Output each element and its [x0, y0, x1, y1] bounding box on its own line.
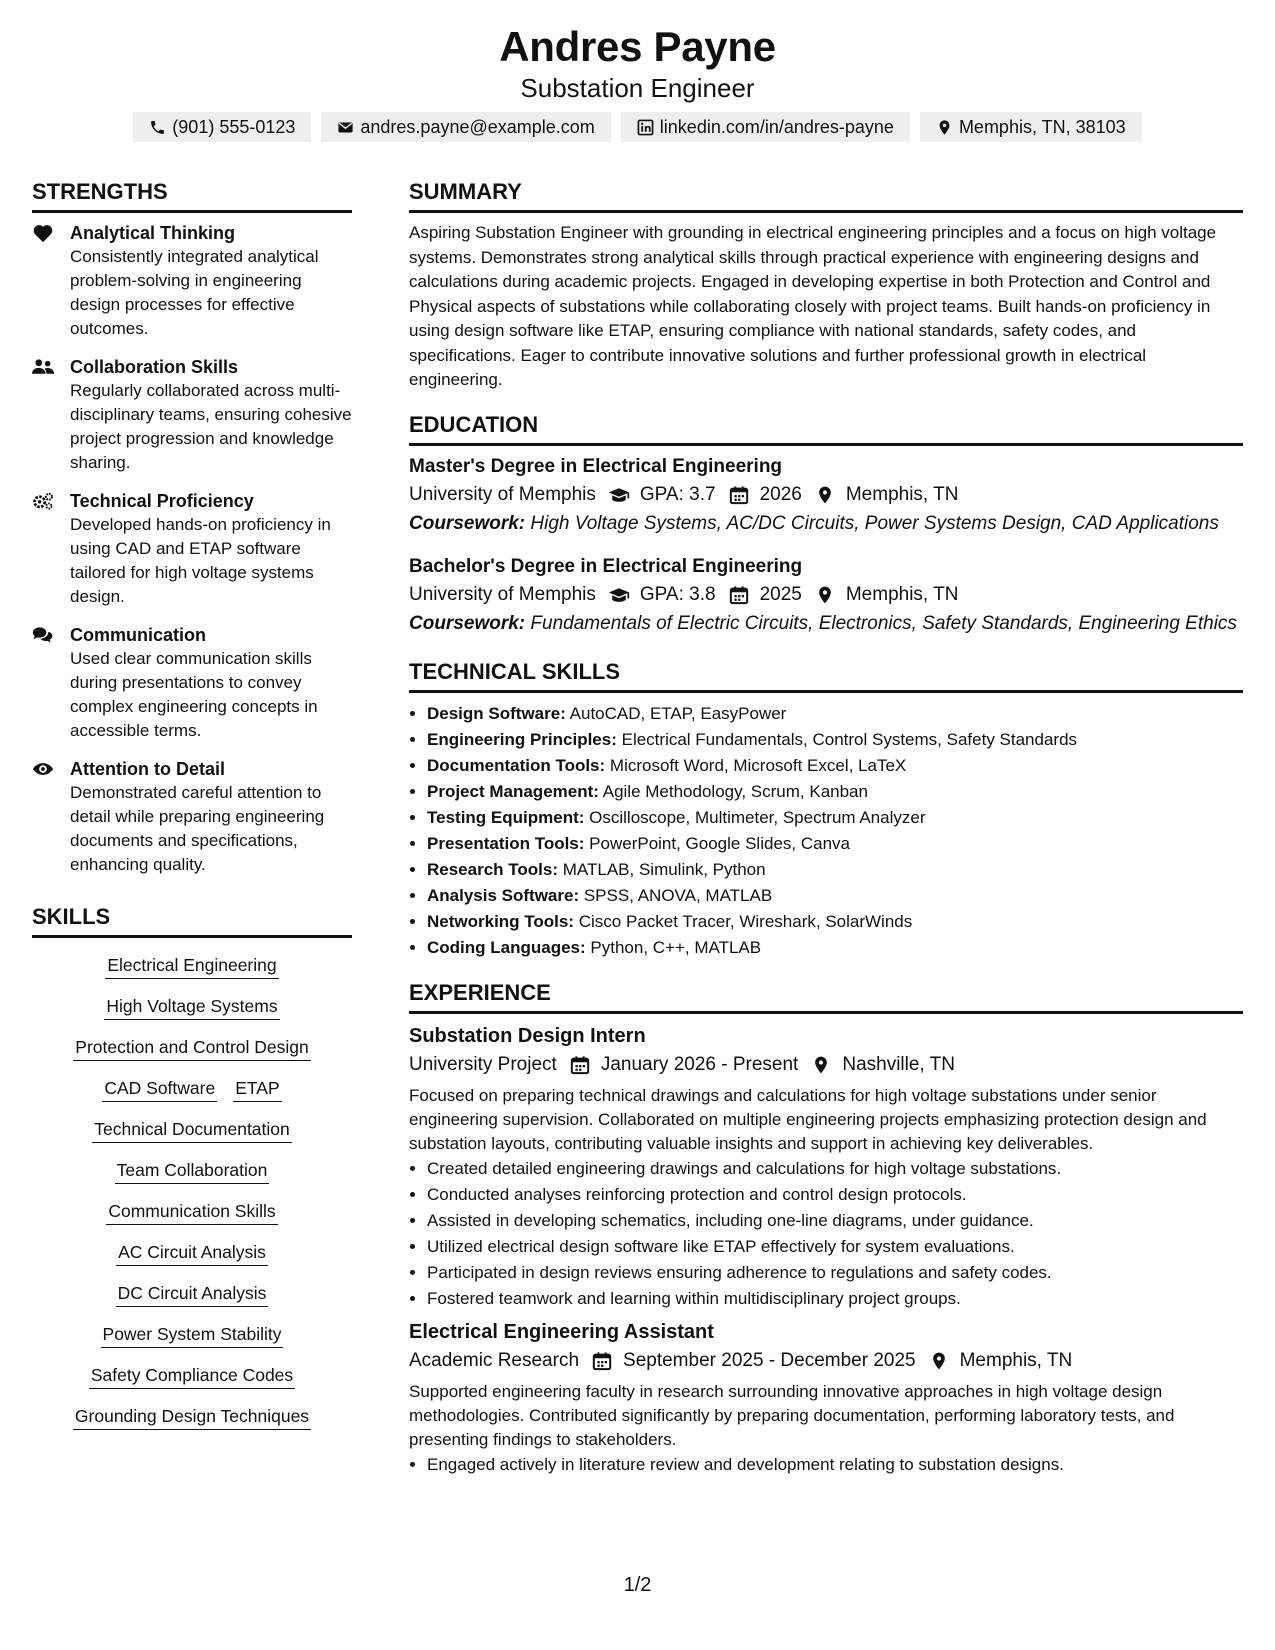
tech-skill-item: [427, 727, 1243, 753]
summary-text: Aspiring Substation Engineer with grounding in electrical engineering principles and a focus on high voltage systems. Demonstrates strong analytical skills through practical experience with engineering designs and calculations during academic projects. Engaged in developing expertise in both Protection and Control and Physical aspects of substations while collaborating closely with project teams. Built hands-on proficiency in using design software like ETAP, ensuring compliance with national standards, safety codes, and specifications. Eager to contribute innovative solutions and further professional growth in electrical engineering.: [409, 223, 1217, 389]
degree-title: Master's Degree in Electrical Engineering: [409, 455, 783, 477]
skill-tag: Technical Documentation: [92, 1117, 292, 1143]
tech-skill-value: SPSS, ANOVA, MATLAB: [583, 885, 773, 905]
tech-skill-value: Python, C++, MATLAB: [590, 937, 762, 957]
strength-title: Technical Proficiency: [70, 491, 254, 511]
candidate-title: Substation Engineer: [520, 73, 755, 103]
skills-list: [32, 946, 352, 1438]
contact-email[interactable]: [321, 112, 610, 142]
job-bullets: [409, 1156, 1243, 1312]
job-bullets: [409, 1452, 1243, 1478]
strength-title: Analytical Thinking: [70, 223, 236, 243]
calendar-icon: [728, 485, 750, 505]
strength-desc: Demonstrated careful attention to detail while preparing engineering documents and specifications, enhancing quality.: [70, 783, 325, 874]
degree-title: Bachelor's Degree in Electrical Engineering: [409, 555, 803, 577]
degree-gpa: GPA: 3.7: [639, 483, 716, 505]
degree-school: University of Memphis: [409, 483, 596, 505]
resume-header: [0, 0, 1275, 142]
tech-skill-value: MATLAB, Simulink, Python: [562, 859, 766, 879]
tech-skill-item: [427, 779, 1243, 805]
job-dates: January 2026 - Present: [600, 1053, 799, 1075]
technical-skills-list: [409, 701, 1243, 961]
job-entry: [409, 1318, 1243, 1478]
skill-tag: ETAP: [233, 1076, 281, 1102]
tech-skill-value: PowerPoint, Google Slides, Canva: [589, 833, 850, 853]
tech-skill-label: Analysis Software:: [427, 885, 580, 905]
tech-skill-item: [427, 753, 1243, 779]
degree-school: University of Memphis: [409, 583, 596, 605]
job-location: Memphis, TN: [959, 1349, 1073, 1371]
degree-year: 2025: [759, 583, 802, 605]
tech-skill-label: Networking Tools:: [427, 911, 575, 931]
contact-location-text: Memphis, TN, 38103: [958, 117, 1126, 137]
degree-meta: [409, 480, 1243, 510]
strength-title: Attention to Detail: [70, 759, 225, 779]
contact-phone: [133, 112, 311, 142]
envelope-icon: [337, 119, 354, 136]
skill-tag: Communication Skills: [106, 1199, 277, 1225]
job-dates: September 2025 - December 2025: [623, 1349, 916, 1371]
job-bullet: • Assisted in developing schematics, including one-line diagrams, under guidance.: [427, 1208, 1243, 1234]
heart-icon: [32, 223, 54, 243]
strength-item: [32, 757, 352, 877]
coursework-list: Fundamentals of Electric Circuits, Electronics, Safety Standards, Engineering Ethics: [530, 612, 1237, 634]
linkedin-icon: [637, 119, 654, 136]
tech-skill-value: AutoCAD, ETAP, EasyPower: [569, 703, 787, 723]
coursework-label: Coursework:: [409, 612, 526, 634]
contact-linkedin[interactable]: [621, 112, 910, 142]
degree-entry: [409, 554, 1243, 636]
map-pin-icon: [810, 1055, 832, 1075]
map-pin-icon: [928, 1351, 950, 1371]
tech-skill-value: Cisco Packet Tracer, Wireshark, SolarWinds: [578, 911, 913, 931]
contact-linkedin-text: linkedin.com/in/andres-payne: [659, 117, 894, 137]
tech-skill-label: Testing Equipment:: [427, 807, 585, 827]
map-pin-icon: [814, 485, 836, 505]
tech-skill-item: [427, 805, 1243, 831]
tech-skill-label: Research Tools:: [427, 859, 559, 879]
job-description: Supported engineering faculty in research surrounding innovative approaches in high voltage design methodologies. Contributed significantly by preparing documentation, performing laboratory tests, and presenting findings to stakeholders.: [409, 1381, 1175, 1449]
comments-icon: [32, 625, 54, 645]
coursework-list: High Voltage Systems, AC/DC Circuits, Power Systems Design, CAD Applications: [530, 512, 1219, 534]
job-location: Nashville, TN: [842, 1053, 955, 1075]
skills-heading: SKILLS: [32, 903, 352, 938]
job-title: Electrical Engineering Assistant: [409, 1320, 714, 1343]
skill-tag: Electrical Engineering: [105, 953, 278, 979]
strength-title: Collaboration Skills: [70, 357, 239, 377]
degree-location: Memphis, TN: [845, 483, 959, 505]
strength-desc: Developed hands-on proficiency in using CAD and ETAP software tailored for high voltage systems design.: [70, 515, 331, 606]
tech-skill-item: [427, 935, 1243, 961]
graduation-cap-icon: [608, 485, 630, 505]
job-bullet: • Created detailed engineering drawings and calculations for high voltage substations.: [427, 1156, 1243, 1182]
job-bullet: • Fostered teamwork and learning within multidisciplinary project groups.: [427, 1286, 1243, 1312]
skill-tag: DC Circuit Analysis: [116, 1281, 269, 1307]
summary-heading: SUMMARY: [409, 178, 1243, 213]
skill-tag: AC Circuit Analysis: [116, 1240, 268, 1266]
job-bullet: • Conducted analyses reinforcing protection and control design protocols.: [427, 1182, 1243, 1208]
map-pin-icon: [936, 119, 953, 136]
tech-skill-item: [427, 831, 1243, 857]
skill-tag: Safety Compliance Codes: [89, 1363, 295, 1389]
degree-meta: [409, 580, 1243, 610]
tech-skill-value: Oscilloscope, Multimeter, Spectrum Analyzer: [589, 807, 926, 827]
skill-tag: Protection and Control Design: [73, 1035, 310, 1061]
degree-location: Memphis, TN: [845, 583, 959, 605]
degree-entry: [409, 454, 1243, 536]
tech-skill-item: [427, 883, 1243, 909]
skill-tag: Team Collaboration: [115, 1158, 270, 1184]
skill-tag: High Voltage Systems: [104, 994, 279, 1020]
degree-gpa: GPA: 3.8: [639, 583, 716, 605]
tech-skill-label: Project Management:: [427, 781, 599, 801]
skill-tag: CAD Software: [102, 1076, 217, 1102]
strength-item: [32, 489, 352, 609]
contact-location: [920, 112, 1142, 142]
tech-skill-item: [427, 857, 1243, 883]
tech-skill-label: Design Software:: [427, 703, 566, 723]
contact-email-text: andres.payne@example.com: [360, 117, 595, 137]
map-pin-icon: [814, 585, 836, 605]
candidate-name: Andres Payne: [499, 23, 776, 70]
tech-skill-label: Presentation Tools:: [427, 833, 585, 853]
phone-icon: [149, 119, 166, 136]
job-meta: [409, 1346, 1243, 1376]
tech-skill-value: Microsoft Word, Microsoft Excel, LaTeX: [609, 755, 907, 775]
degree-coursework: [409, 612, 1243, 636]
tech-skill-item: [427, 701, 1243, 727]
right-column: [409, 178, 1243, 1478]
tech-skill-label: Documentation Tools:: [427, 755, 606, 775]
tech-skill-item: [427, 909, 1243, 935]
job-title: Substation Design Intern: [409, 1024, 646, 1047]
calendar-icon: [728, 585, 750, 605]
tech-skill-label: Engineering Principles:: [427, 729, 617, 749]
graduation-cap-icon: [608, 585, 630, 605]
left-column: [32, 178, 352, 1438]
calendar-icon: [569, 1055, 591, 1075]
skill-tag: Grounding Design Techniques: [73, 1404, 311, 1430]
tech-skill-label: Coding Languages:: [427, 937, 586, 957]
calendar-icon: [591, 1351, 613, 1371]
strength-item: [32, 623, 352, 743]
job-entry: [409, 1022, 1243, 1312]
contact-phone-text: (901) 555-0123: [172, 117, 296, 137]
job-org: Academic Research: [409, 1349, 580, 1371]
job-bullet: • Engaged actively in literature review and development relating to substation designs.: [427, 1452, 1243, 1478]
job-org: University Project: [409, 1053, 557, 1075]
education-heading: EDUCATION: [409, 411, 1243, 446]
job-meta: [409, 1050, 1243, 1080]
strength-desc: Used clear communication skills during presentations to convey complex engineering concepts in accessible terms.: [70, 649, 318, 740]
experience-heading: EXPERIENCE: [409, 979, 1243, 1014]
users-icon: [32, 357, 54, 377]
strengths-heading: STRENGTHS: [32, 178, 352, 213]
strength-item: [32, 355, 352, 475]
eye-icon: [32, 759, 54, 779]
tech-skill-value: Agile Methodology, Scrum, Kanban: [602, 781, 868, 801]
strength-desc: Consistently integrated analytical problem-solving in engineering design processes for effective outcomes.: [70, 247, 319, 338]
tech-skill-value: Electrical Fundamentals, Control Systems, Safety Standards: [621, 729, 1078, 749]
job-description: Focused on preparing technical drawings and calculations for high voltage substations under senior engineering supervision. Collaborated on multiple engineering projects emphasizing protection design and substation layouts, contributing valuable insights and support in achieving key deliverables.: [409, 1085, 1207, 1153]
technical-skills-heading: TECHNICAL SKILLS: [409, 658, 1243, 693]
coursework-label: Coursework:: [409, 512, 526, 534]
gears-icon: [32, 491, 54, 511]
job-bullet: • Participated in design reviews ensuring adherence to regulations and safety codes.: [427, 1260, 1243, 1286]
page-number: 1/2: [623, 1574, 652, 1596]
degree-year: 2026: [759, 483, 802, 505]
skill-tag: Power System Stability: [101, 1322, 284, 1348]
degree-coursework: [409, 512, 1243, 536]
strength-desc: Regularly collaborated across multi-disciplinary teams, ensuring cohesive project progression and knowledge sharing.: [70, 381, 352, 472]
job-bullet: • Utilized electrical design software like ETAP effectively for system evaluations.: [427, 1234, 1243, 1260]
contact-bar: [0, 112, 1275, 142]
strength-title: Communication: [70, 625, 207, 645]
strength-item: [32, 221, 352, 341]
